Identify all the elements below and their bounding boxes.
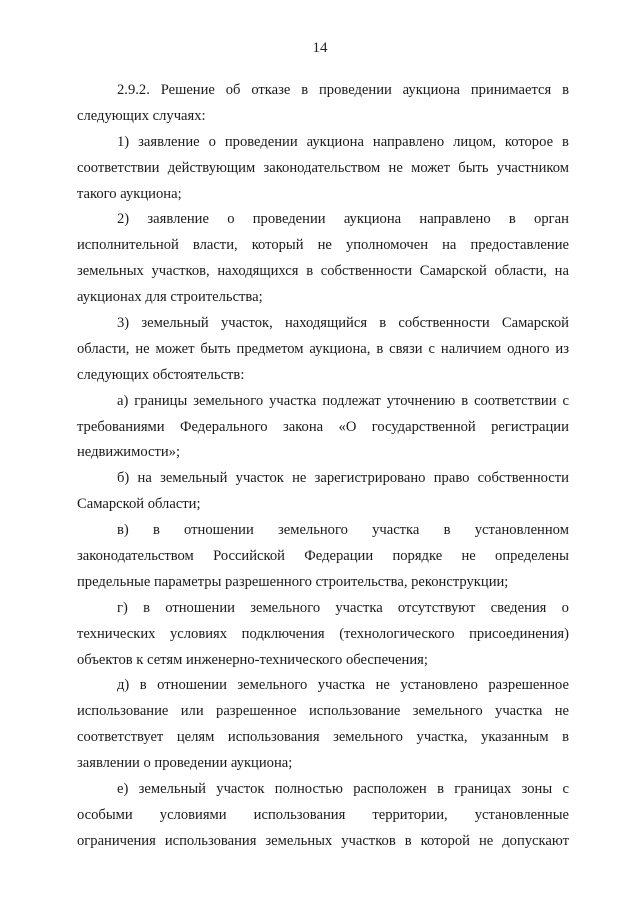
text-word: собственности: [320, 263, 413, 280]
text-word: земельный: [160, 470, 228, 487]
text-word: в: [404, 832, 412, 849]
text-word: в: [139, 677, 147, 694]
text-word: регистрации: [491, 418, 569, 435]
text-word: земельный: [141, 315, 209, 332]
text-line: Самарской области;: [77, 496, 201, 513]
text-word: а): [117, 392, 129, 409]
text-word: б): [117, 470, 130, 487]
text-word: земельного: [277, 522, 348, 539]
text-word: заявление: [147, 211, 209, 228]
text-word: на: [137, 470, 152, 487]
text-word: г): [117, 599, 128, 616]
text-line: [77, 518, 569, 544]
text-word: который: [251, 237, 304, 254]
text-word: в: [301, 82, 309, 98]
text-word: о: [208, 133, 216, 150]
text-word: в: [508, 211, 516, 228]
text-word: участка,: [416, 729, 468, 746]
text-word: соответствует: [77, 729, 164, 746]
text-word: законодательством: [263, 159, 381, 176]
text-word: земельного: [237, 677, 308, 694]
text-word: отсутствуют: [397, 599, 476, 616]
text-line: [77, 596, 569, 622]
text-word: зоны: [521, 781, 553, 798]
text-word: соответствии: [474, 392, 557, 409]
text-word: заявление: [138, 133, 200, 150]
text-word: не: [317, 237, 332, 254]
text-word: о: [561, 599, 569, 616]
text-line: [77, 622, 569, 648]
text-word: Федерального: [179, 418, 268, 435]
text-word: участок: [235, 470, 284, 487]
text-word: технических: [77, 625, 156, 642]
text-line: недвижимости»;: [77, 444, 181, 461]
text-word: земельных: [77, 263, 144, 280]
text-word: установленном: [474, 522, 569, 539]
text-word: одного: [507, 340, 550, 357]
text-word: или: [180, 703, 204, 720]
text-word: аукциона,: [309, 340, 371, 357]
text-word: участка: [317, 677, 366, 694]
text-word: не: [478, 832, 494, 849]
text-word: участков: [341, 832, 396, 849]
text-word: с: [428, 340, 435, 357]
text-word: земельного: [333, 729, 403, 746]
text-line: аукционах для строительства;: [77, 289, 263, 306]
text-word: д): [117, 677, 130, 694]
text-word: сведения: [490, 599, 547, 616]
text-word: порядке: [392, 548, 443, 565]
text-word: 2): [117, 211, 130, 228]
text-word: участка: [269, 392, 317, 409]
text-word: зарегистрировано: [314, 470, 426, 487]
text-word: земельного: [250, 599, 321, 616]
text-word: расположен: [353, 781, 427, 798]
text-word: собственности: [398, 315, 490, 332]
text-word: «О: [338, 418, 357, 435]
text-line: [77, 207, 569, 233]
text-word: земельного: [193, 392, 264, 409]
text-word: использования: [164, 832, 257, 849]
text-word: принимается: [470, 82, 552, 98]
text-word: которой: [420, 832, 470, 849]
text-word: проведении: [252, 211, 326, 228]
text-word: соответствии: [77, 159, 160, 176]
text-line: [77, 156, 569, 182]
text-word: на: [442, 237, 457, 254]
text-word: может: [411, 159, 450, 176]
text-word: земельного: [412, 703, 483, 720]
text-word: на: [554, 263, 569, 280]
text-word: участок: [216, 781, 265, 798]
text-word: указанным: [481, 729, 549, 746]
text-word: предоставление: [470, 237, 569, 254]
text-word: границы: [134, 392, 188, 409]
text-word: действующим: [167, 159, 256, 176]
text-word: в: [562, 729, 569, 746]
text-word: лицом,: [453, 133, 496, 150]
page-number: 14: [312, 40, 328, 56]
text-word: не: [292, 470, 307, 487]
text-word: в): [117, 522, 129, 539]
text-word: ограничения: [77, 832, 156, 849]
text-line: [77, 725, 569, 751]
text-word: об: [225, 82, 241, 98]
text-word: отказе: [251, 82, 291, 98]
text-word: не: [388, 159, 403, 176]
text-word: отношении: [165, 599, 235, 616]
text-word: право: [433, 470, 470, 487]
text-word: полностью: [274, 781, 343, 798]
text-word: участка: [372, 522, 420, 539]
text-line: [77, 829, 569, 855]
text-word: о: [227, 211, 235, 228]
text-word: находящихся: [217, 263, 299, 280]
text-word: с: [562, 392, 569, 409]
text-word: целям: [176, 729, 215, 746]
text-word: использования: [227, 729, 320, 746]
text-line: заявлении о проведении аукциона;: [77, 755, 293, 772]
text-line: предельные параметры разрешенного строительства, реконструкции;: [77, 573, 509, 590]
text-word: Самарской: [419, 263, 487, 280]
text-word: направлено: [372, 133, 445, 150]
text-word: участка: [495, 703, 543, 720]
text-word: государственной: [371, 418, 476, 435]
text-word: 3): [117, 315, 130, 332]
text-word: уточнению: [386, 392, 456, 409]
text-line: следующих обстоятельств:: [77, 366, 245, 383]
text-word: требованиями: [77, 418, 165, 435]
text-word: направлено: [419, 211, 491, 228]
text-line: [77, 337, 569, 363]
text-word: (технологического: [339, 625, 455, 642]
text-word: присоединения): [469, 625, 569, 642]
text-word: участков,: [151, 263, 210, 280]
text-word: аукциона: [402, 82, 460, 98]
text-line: [77, 673, 569, 699]
text-word: участок,: [220, 315, 273, 332]
text-word: границах: [454, 781, 512, 798]
text-word: из: [555, 340, 569, 357]
text-word: отношении: [157, 677, 227, 694]
text-word: быть: [458, 159, 489, 176]
text-line: [77, 78, 569, 104]
text-word: связи: [389, 340, 423, 357]
text-word: наличием: [440, 340, 502, 357]
text-word: допускают: [502, 832, 569, 849]
text-word: может: [155, 340, 195, 357]
text-word: законодательством: [77, 548, 194, 565]
text-word: области,: [494, 263, 547, 280]
text-word: 1): [117, 133, 130, 150]
text-word: власти,: [192, 237, 238, 254]
text-word: в: [437, 781, 444, 798]
text-word: в: [443, 522, 451, 539]
text-word: исполнительной: [77, 237, 179, 254]
text-line: [77, 415, 569, 441]
text-line: [77, 389, 569, 415]
text-word: в: [379, 315, 387, 332]
text-line: [77, 130, 569, 156]
text-word: с: [562, 781, 569, 798]
text-word: в: [152, 522, 160, 539]
text-line: следующих случаях:: [77, 107, 206, 124]
text-line: [77, 777, 569, 803]
text-word: Решение: [160, 82, 215, 98]
text-word: орган: [534, 211, 569, 228]
text-word: Федерации: [304, 548, 374, 565]
text-line: [77, 544, 569, 570]
text-word: условиях: [170, 625, 228, 642]
text-word: в: [562, 133, 569, 150]
text-word: в: [461, 392, 469, 409]
text-line: [77, 233, 569, 259]
text-word: е): [117, 781, 129, 798]
text-word: уполномочен: [345, 237, 429, 254]
text-word: предметом: [236, 340, 304, 357]
text-word: собственности: [477, 470, 569, 487]
text-word: находящийся: [284, 315, 368, 332]
text-word: быть: [200, 340, 231, 357]
text-word: в: [143, 599, 150, 616]
text-word: особыми: [77, 806, 133, 823]
text-word: не: [461, 548, 476, 565]
text-word: аукциона: [306, 133, 364, 150]
text-word: использования: [253, 806, 346, 823]
text-word: земельный: [138, 781, 206, 798]
text-line: [77, 466, 569, 492]
text-word: определены: [495, 548, 569, 565]
text-word: разрешенное: [488, 677, 569, 694]
text-word: проведении: [224, 133, 298, 150]
text-word: подключения: [241, 625, 325, 642]
text-word: земельных: [265, 832, 333, 849]
text-word: установленные: [474, 806, 569, 823]
text-word: в: [376, 340, 384, 357]
text-word: 2.9.2.: [117, 82, 150, 98]
text-word: в: [562, 82, 569, 98]
text-line: [77, 699, 569, 725]
text-line: такого аукциона;: [77, 185, 182, 202]
text-word: подлежат: [322, 392, 381, 409]
text-line: [77, 311, 569, 337]
text-word: отношении: [184, 522, 254, 539]
text-word: участка: [335, 599, 383, 616]
text-word: которое: [504, 133, 554, 150]
text-line: объектов к сетям инженерно-технического обеспечения;: [77, 651, 428, 668]
text-word: разрешенное: [216, 703, 297, 720]
text-word: условиями: [159, 806, 227, 823]
text-line: [77, 259, 569, 285]
text-word: территории,: [372, 806, 448, 823]
text-word: использование: [308, 703, 401, 720]
text-word: не: [135, 340, 150, 357]
text-word: закона: [282, 418, 324, 435]
text-word: Самарской: [501, 315, 569, 332]
text-word: Российской: [213, 548, 285, 565]
text-word: аукциона: [343, 211, 402, 228]
text-word: не: [554, 703, 569, 720]
text-word: проведении: [319, 82, 392, 98]
text-word: установлено: [400, 677, 478, 694]
document-body: [77, 78, 569, 855]
text-word: не: [375, 677, 390, 694]
text-line: [77, 803, 569, 829]
text-word: области,: [77, 340, 130, 357]
text-word: участником: [496, 159, 569, 176]
text-word: в: [306, 263, 314, 280]
text-word: использование: [77, 703, 169, 720]
